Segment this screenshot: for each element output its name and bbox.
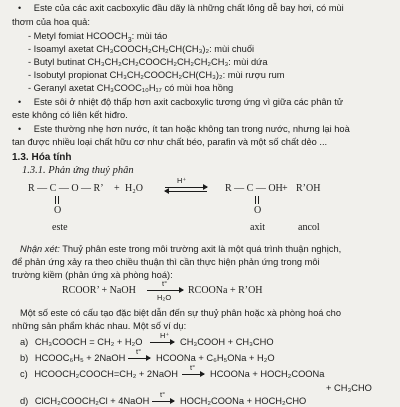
example-b-arrow xyxy=(128,358,150,359)
solubility-line-1: • Este thường nhẹ hơn nước, ít tan hoặc không tan trong nước, nhưng lại hoà xyxy=(18,124,350,134)
carbonyl-double-bond xyxy=(255,196,259,204)
example-a-catalyst: H⁺ xyxy=(160,331,170,340)
reaction2-left: RCOOR’ + NaOH xyxy=(62,285,136,296)
section-heading: 1.3. Hóa tính xyxy=(12,152,72,163)
intro-line-2: thơm của hoa quả: xyxy=(12,17,90,27)
example-metyl-fomiat: - Metyl fomiat $HCOOCH_3$: mùi táo xyxy=(28,31,168,44)
reaction1-plus2: + xyxy=(282,183,288,194)
reaction1-reverse-arrow xyxy=(165,191,207,192)
remark-line-1: Nhận xét: Thuỷ phân este trong môi trường axit là một quá trình thuận nghịch, xyxy=(20,244,342,254)
example-b-products: HCOONa + C₆H₅ONa + H₂O xyxy=(156,353,275,363)
example-d: d) ClCH₂COOCH₂Cl + 4NaOH xyxy=(20,396,150,406)
reaction1-water: H₂O xyxy=(125,183,143,194)
reaction1-plus: + xyxy=(114,183,120,194)
remark-line-3: trường kiềm (phản ứng xà phòng hoá): xyxy=(12,270,173,280)
reaction2-condition-below: H₂O xyxy=(157,293,172,302)
intro-line-1 xyxy=(18,3,344,14)
example-d-products: HOCH₂COONa + HOCH₂CHO xyxy=(180,396,307,406)
intro-text: Este của các axit cacboxylic đầu dãy là những chất lỏng dễ bay hơi, có mùi xyxy=(33,3,344,13)
example-c-arrow xyxy=(182,374,204,375)
example-a-arrow xyxy=(150,342,174,343)
example-c-condition: t° xyxy=(190,363,196,372)
example-isobutyl-propionat: - Isobutyl propionat CH₃CH₂COOCH₂CH(CH₃)₂: mùi rượu rum xyxy=(28,70,285,80)
carbonyl-oxygen: O xyxy=(254,205,262,216)
example-a-products: CH₃COOH + CH₃CHO xyxy=(180,337,274,347)
bullet: • xyxy=(18,3,22,13)
reaction2-arrow xyxy=(147,290,183,291)
boiling-line-2: este không có liên kết hiđro. xyxy=(12,110,128,120)
example-d-condition: t° xyxy=(160,390,166,399)
example-c: c) HCOOCH₂COOCH=CH₂ + 2NaOH xyxy=(20,369,178,379)
carbonyl-double-bond xyxy=(55,196,59,204)
label-axit: axit xyxy=(250,222,265,233)
reaction1-alcohol: R’OH xyxy=(296,183,321,194)
reaction2-condition-above: t° xyxy=(162,279,168,288)
special-line-1: Một số este có cấu tạo đặc biệt dẫn đến sự thuỷ phân hoặc xà phòng hoá cho xyxy=(20,308,341,318)
carbonyl-oxygen: O xyxy=(54,205,62,216)
special-line-2: những sản phẩm khác nhau. Một số ví dụ: xyxy=(12,321,187,331)
remark-label: Nhận xét: xyxy=(20,244,60,254)
reaction1-acid: R — C — OH xyxy=(225,183,283,194)
reaction1-forward-arrow xyxy=(165,187,207,188)
example-a: a) CH₃COOCH = CH₂ + H₂O xyxy=(20,337,143,347)
example-c-products-cont: + CH₃CHO xyxy=(326,383,372,393)
label-ancol: ancol xyxy=(298,222,320,233)
solubility-line-2: tan được nhiều loại chất hữu cơ như chất béo, parafin và một số chất dẻo ... xyxy=(12,137,328,147)
subsection-heading: 1.3.1. Phản ứng thuỷ phân xyxy=(22,165,134,176)
example-d-arrow xyxy=(152,401,174,402)
remark-line-2: để phản ứng xảy ra theo chiều thuận thì cần thực hiện phản ứng trong môi xyxy=(12,257,320,267)
reaction1-ester: R — C — O — R’ xyxy=(28,183,104,194)
example-isoamyl-axetat: - Isoamyl axetat CH₃COOCH₂CH₂CH(CH₃)₂: mùi chuối xyxy=(28,44,255,54)
example-c-products: HCOONa + HOCH₂COONa xyxy=(210,369,325,379)
boiling-line-1: • Este sôi ở nhiệt độ thấp hơn axit cacboxylic tương ứng vì giữa các phân tử xyxy=(18,97,344,107)
example-geranyl-axetat: - Geranyl axetat CH₃COOC₁₀H₁₇ có mùi hoa hồng xyxy=(28,83,234,93)
example-b-condition: t° xyxy=(136,347,142,356)
bullet: • xyxy=(18,124,22,134)
bullet: • xyxy=(18,97,22,107)
example-butyl-butinat: - Butyl butinat CH₃CH₂CH₂COOCH₂CH₂CH₂CH₃: mùi dứa xyxy=(28,57,268,67)
example-b: b) HCOOC₆H₅ + 2NaOH xyxy=(20,353,126,363)
label-este: este xyxy=(52,222,68,233)
reaction1-catalyst: H⁺ xyxy=(177,176,187,185)
reaction2-right: RCOONa + R’OH xyxy=(188,285,263,296)
